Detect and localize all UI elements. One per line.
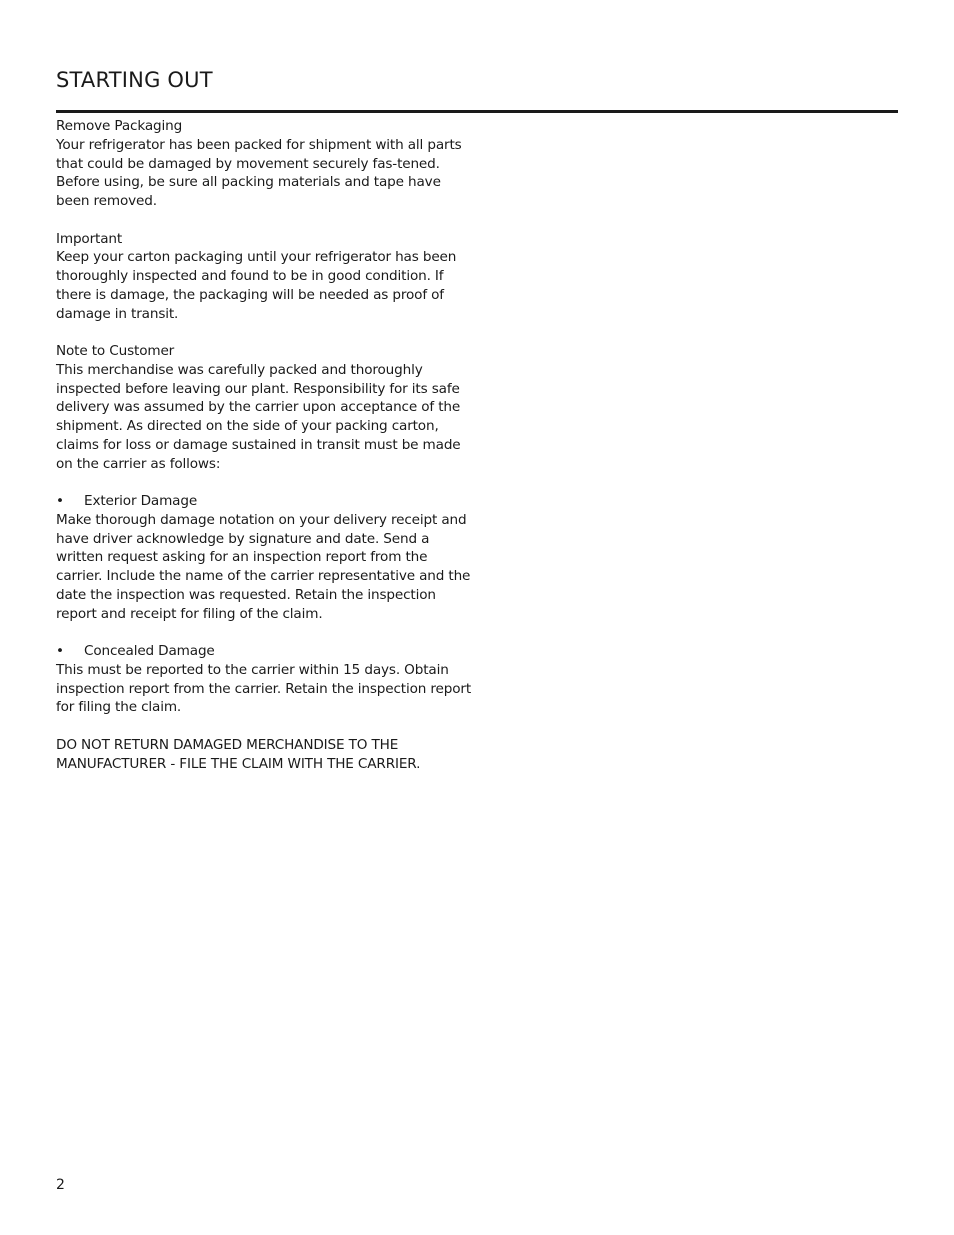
section-heading: Important [56,230,123,247]
section-note-to-customer [56,342,476,473]
bullet-heading [56,492,476,511]
bullet-body: This must be reported to the carrier within 15 days. Obtain inspection report from the carrier. Retain the inspection report for filing the claim. [56,661,472,716]
section-important [56,230,476,324]
bullet-heading-text: Concealed Damage [84,643,215,659]
title-divider [56,110,898,113]
page-number: 2 [56,1177,65,1193]
page-title: STARTING OUT [56,68,213,92]
bullet-concealed-damage [56,642,476,717]
bullet-heading [56,642,476,661]
section-remove-packaging [56,117,476,211]
warning-notice: DO NOT RETURN DAMAGED MERCHANDISE TO THE MANUFACTURER - FILE THE CLAIM WITH THE CARRIER. [56,736,421,772]
bullet-icon: • [56,643,64,659]
section-body: Your refrigerator has been packed for shipment with all parts that could be damaged by movement securely fas-tened. Before using, be sure all packing materials and tape have been removed. [56,136,462,209]
section-heading: Note to Customer [56,343,175,359]
main-content [56,117,476,773]
bullet-body: Make thorough damage notation on your delivery receipt and have driver acknowledge by signature and date. Send a written request asking for an inspection report from the carrier. Include the name of the carrier representative and the date the inspection was requested. Retain the inspection report and receipt for filing of the claim. [56,511,471,622]
bullet-icon: • [56,493,64,509]
bullet-exterior-damage [56,492,476,623]
section-body: Keep your carton packaging until your refrigerator has been thoroughly inspected and found to be in good condition. If there is damage, the packaging will be needed as proof of damage in transit. [56,249,457,322]
section-heading: Remove Packaging [56,118,183,134]
bullet-heading-text: Exterior Damage [84,493,198,509]
section-body: This merchandise was carefully packed and thoroughly inspected before leaving our plant. Responsibility for its safe delivery was assumed by the carrier upon acceptance of the shipment. As directed on the side of your packing carton, claims for loss or damage sustained in transit must be made on the carrier as follows: [56,361,461,472]
